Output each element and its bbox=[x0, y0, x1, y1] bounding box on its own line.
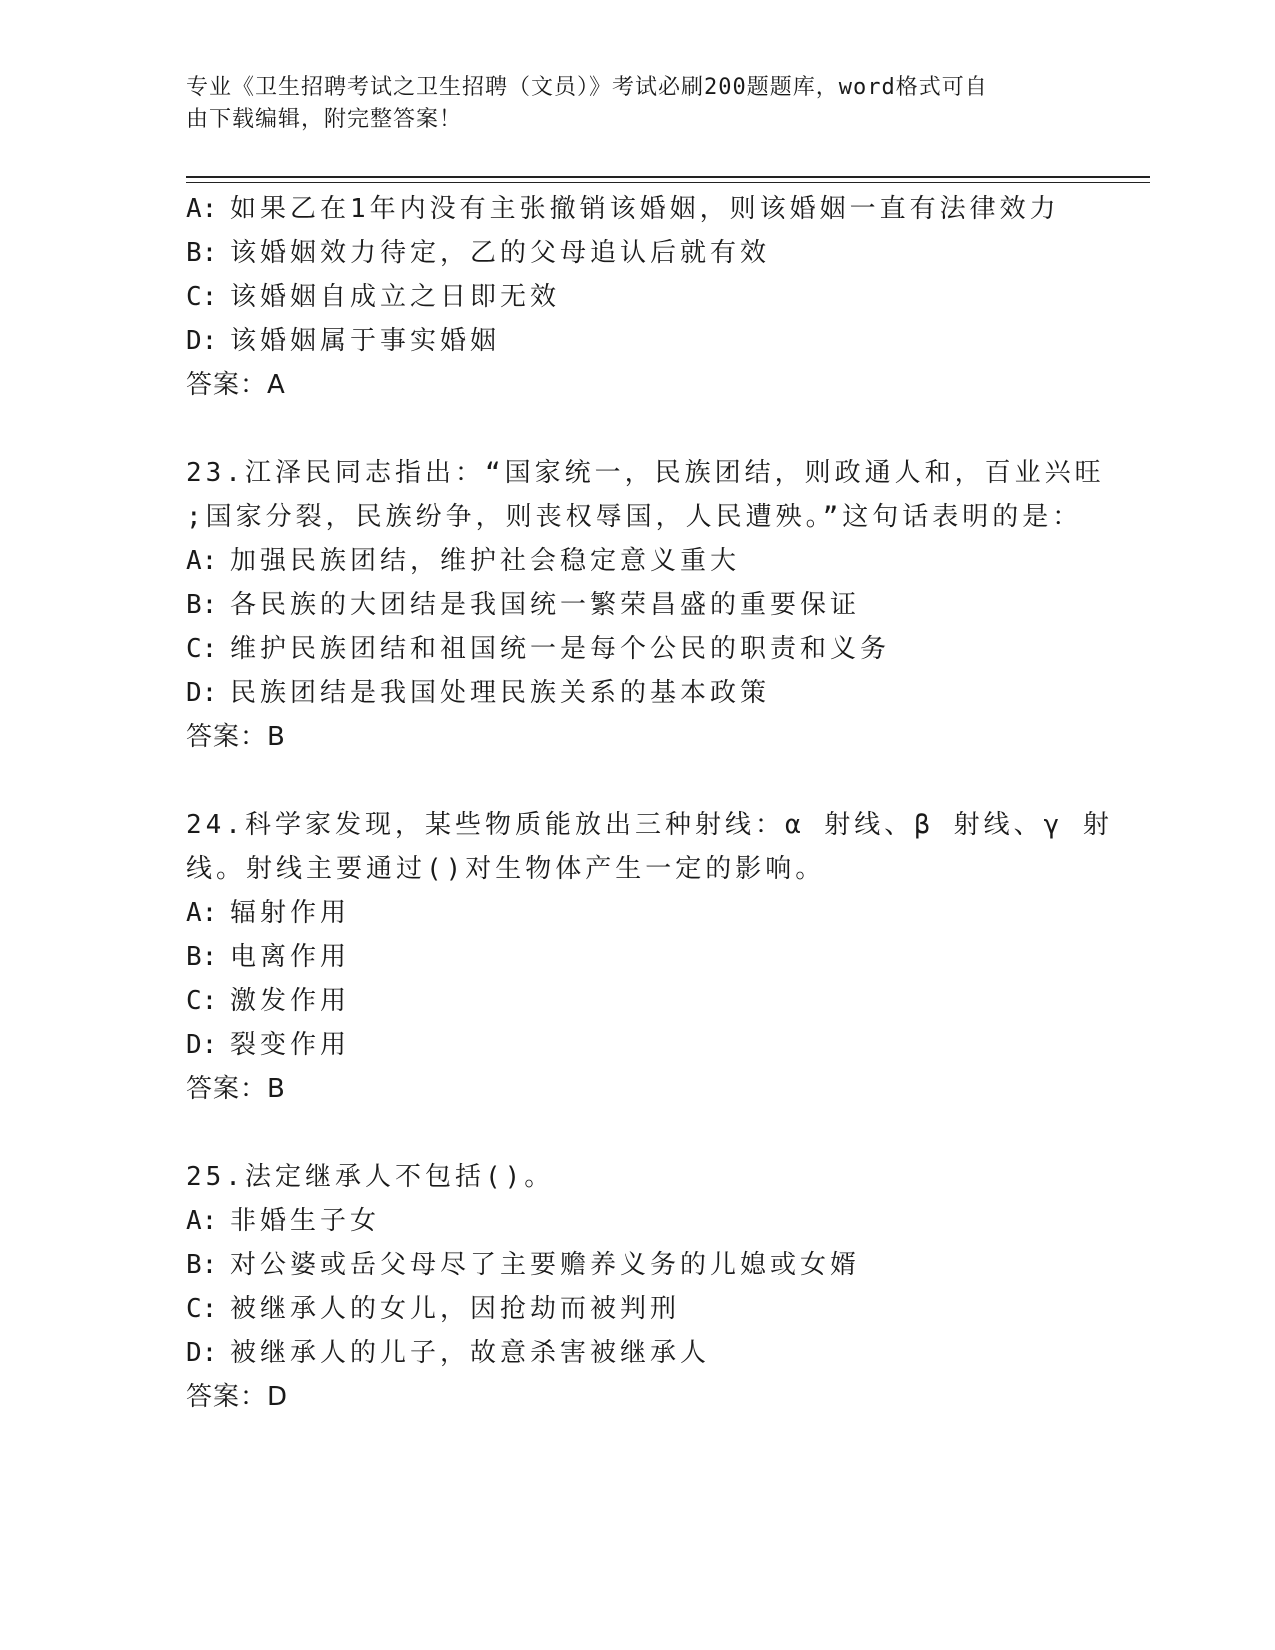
q25-option-b bbox=[186, 1248, 860, 1282]
option-label: C: bbox=[186, 1294, 218, 1324]
option-label: A: bbox=[186, 194, 218, 224]
option-text: 各民族的大团结是我国统一繁荣昌盛的重要保证 bbox=[230, 590, 861, 620]
q25-option-d bbox=[186, 1336, 710, 1370]
option-label: A: bbox=[186, 898, 218, 928]
header-line-2: 由下载编辑，附完整答案！ bbox=[186, 107, 463, 132]
option-label: B: bbox=[186, 238, 218, 268]
option-label: A: bbox=[186, 1206, 218, 1236]
q24-stem-line-1: 24.科学家发现，某些物质能放出三种射线：α 射线、β 射线、γ 射 bbox=[186, 810, 1113, 840]
option-text: 被继承人的儿子，故意杀害被继承人 bbox=[230, 1338, 711, 1368]
q22-option-d bbox=[186, 324, 500, 358]
option-text: 电离作用 bbox=[230, 942, 351, 972]
option-label: D: bbox=[186, 678, 218, 708]
q24-option-d bbox=[186, 1028, 350, 1062]
q25-option-c bbox=[186, 1292, 680, 1326]
option-label: C: bbox=[186, 986, 218, 1016]
option-text: 如果乙在1年内没有主张撤销该婚姻，则该婚姻一直有法律效力 bbox=[230, 194, 1060, 224]
q24-option-c bbox=[186, 984, 350, 1018]
option-text: 辐射作用 bbox=[230, 898, 351, 928]
q23-answer: 答案：B bbox=[186, 722, 286, 752]
option-label: A: bbox=[186, 546, 218, 576]
option-text: 被继承人的女儿，因抢劫而被判刑 bbox=[230, 1294, 681, 1324]
option-text: 该婚姻自成立之日即无效 bbox=[230, 282, 561, 312]
option-label: C: bbox=[186, 282, 218, 312]
q23-option-b bbox=[186, 588, 860, 622]
option-text: 非婚生子女 bbox=[230, 1206, 381, 1236]
option-label: B: bbox=[186, 1250, 218, 1280]
q22-answer: 答案：A bbox=[186, 370, 286, 400]
q24-answer: 答案：B bbox=[186, 1074, 286, 1104]
option-text: 加强民族团结，维护社会稳定意义重大 bbox=[230, 546, 741, 576]
option-text: 维护民族团结和祖国统一是每个公民的职责和义务 bbox=[230, 634, 891, 664]
option-text: 该婚姻效力待定，乙的父母追认后就有效 bbox=[230, 238, 771, 268]
option-text: 对公婆或岳父母尽了主要赡养义务的儿媳或女婿 bbox=[230, 1250, 861, 1280]
document-header bbox=[186, 72, 1066, 136]
q24-stem-line-2: 线。射线主要通过()对生物体产生一定的影响。 bbox=[186, 854, 826, 884]
q22-option-a bbox=[186, 192, 1060, 226]
q24-option-a bbox=[186, 896, 350, 930]
q23-stem-line-1: 23.江泽民同志指出：“国家统一，民族团结，则政通人和，百业兴旺 bbox=[186, 458, 1105, 488]
q22-option-b bbox=[186, 236, 770, 270]
option-text: 裂变作用 bbox=[230, 1030, 351, 1060]
option-label: B: bbox=[186, 942, 218, 972]
q24-option-b bbox=[186, 940, 350, 974]
q23-option-c bbox=[186, 632, 890, 666]
q23-stem-line-2: ;国家分裂，民族纷争，则丧权辱国，人民遭殃。”这句话表明的是： bbox=[186, 502, 1083, 532]
q25-stem-line-1: 25.法定继承人不包括()。 bbox=[186, 1162, 555, 1192]
option-label: B: bbox=[186, 590, 218, 620]
q25-option-a bbox=[186, 1204, 380, 1238]
option-label: D: bbox=[186, 1338, 218, 1368]
q23-option-a bbox=[186, 544, 740, 578]
option-label: D: bbox=[186, 326, 218, 356]
header-divider-thick bbox=[186, 176, 1150, 178]
option-text: 民族团结是我国处理民族关系的基本政策 bbox=[230, 678, 771, 708]
option-text: 激发作用 bbox=[230, 986, 351, 1016]
header-divider-thin bbox=[186, 182, 1150, 183]
option-label: C: bbox=[186, 634, 218, 664]
option-label: D: bbox=[186, 1030, 218, 1060]
option-text: 该婚姻属于事实婚姻 bbox=[230, 326, 501, 356]
q22-option-c bbox=[186, 280, 560, 314]
q23-option-d bbox=[186, 676, 770, 710]
header-line-1: 专业《卫生招聘考试之卫生招聘（文员）》考试必刷200题题库，word格式可自 bbox=[186, 75, 988, 100]
q25-answer: 答案：D bbox=[186, 1382, 289, 1412]
